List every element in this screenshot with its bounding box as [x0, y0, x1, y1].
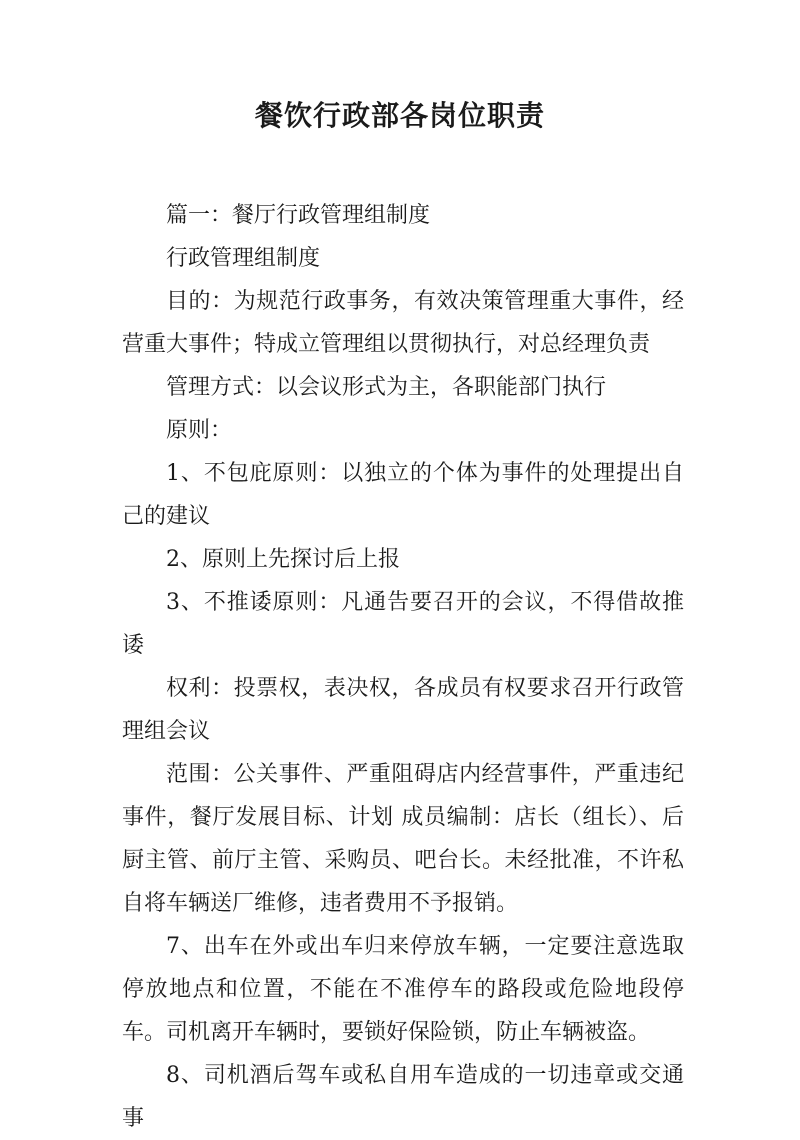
document-title: 餐饮行政部各岗位职责	[254, 99, 545, 132]
paragraph-rule-8: 8、司机酒后驾车或私自用车造成的一切违章或交通事	[122, 1063, 684, 1131]
paragraph-principle-1: 1、不包庇原则：以独立的个体为事件的处理提出自己的建议	[122, 461, 684, 529]
paragraph-purpose: 目的：为规范行政事务，有效决策管理重大事件，经营重大事件；特成立管理组以贯彻执行，对总经理负责	[122, 289, 684, 357]
paragraph-principle-3: 3、不推诿原则：凡通告要召开的会议，不得借故推诿	[122, 590, 684, 658]
paragraph-section-heading: 篇一：餐厅行政管理组制度	[166, 203, 431, 228]
paragraph-principle-2: 2、原则上先探讨后上报	[166, 547, 400, 572]
paragraph-scope: 范围：公关事件、严重阻碍店内经营事件，严重违纪事件，餐厅发展目标、计划 成员编制：店长（组长）、后厨主管、前厅主管、采购员、吧台长。未经批准，不许私自将车辆送厂维修，违者费用不予报销。	[122, 762, 684, 916]
paragraph-rule-7: 7、出车在外或出车归来停放车辆，一定要注意选取停放地点和位置，不能在不准停车的路段或危险地段停车。司机离开车辆时，要锁好保险锁，防止车辆被盗。	[122, 934, 684, 1045]
paragraph-rights: 权利：投票权，表决权，各成员有权要求召开行政管理组会议	[122, 676, 684, 744]
paragraph-subtitle: 行政管理组制度	[166, 246, 321, 271]
paragraph-principles-heading: 原则：	[166, 418, 233, 443]
paragraph-management-method: 管理方式：以会议形式为主，各职能部门执行	[166, 375, 607, 400]
document-body	[122, 194, 684, 1140]
